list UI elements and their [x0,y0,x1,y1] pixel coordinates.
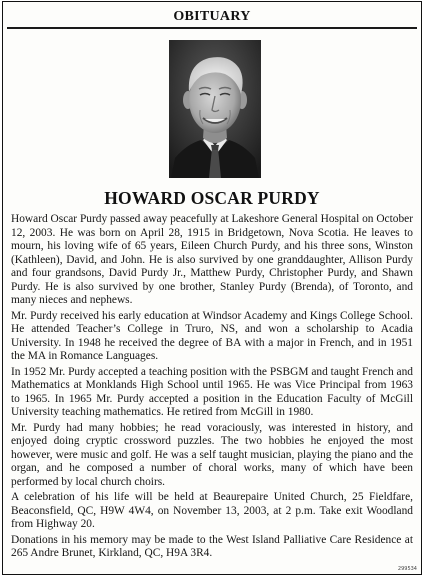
portrait-photo [169,40,261,178]
heading-rule [7,27,417,29]
paragraph-biography: Howard Oscar Purdy passed away peacefully at Lakeshore General Hospital on October 12, 2003. He was born on April 28, 1915 in Bridgetown, Nova Scotia. He leaves to mourn, his loving wife of 65 years, Eileen Church Purdy, and his three sons, Winston (Kathleen), David, and John. He is also survived by one granddaughter, Allison Purdy and four grandsons, David Purdy Jr., Matthew Purdy, Christopher Purdy, and Shawn Purdy. He is also survived by one brother, Stanley Purdy (Brenda), of Toronto, and many nieces and nephews. [11,213,414,306]
clipping-code: 299534 [397,566,417,572]
paragraph-education: Mr. Purdy received his early education at Windsor Academy and Kings College School. He attended Teacher’s College in Truro, NS, and won a scholarship to Acadia University. In 1948 he received the degree of BA with a major in French, and in 1951 the MA in Romance Languages. [11,309,413,362]
paragraph-career: In 1952 Mr. Purdy accepted a teaching position with the PSBGM and taught French and Mathematics at Monklands High School until 1965. He was Vice Principal from 1963 to 1965. In 1965 Mr. Purdy accepted a position in the Education Faculty of McGill University teaching mathematics. He retired from McGill in 1980. [11,365,413,418]
deceased-name: HOWARD OSCAR PURDY [104,188,320,208]
obituary-body [11,213,413,563]
paragraph-hobbies: Mr. Purdy had many hobbies; he read voraciously, was interested in history, and enjoyed doing cryptic crossword puzzles. The two hobbies he enjoyed the most however, were music and golf. He was a self taught musician, playing the piano and the organ, and he composed a number of choral works, many of which have been performed by local church choirs. [11,421,413,488]
section-heading: OBITUARY [173,9,251,24]
paragraph-celebration: A celebration of his life will be held at Beaurepaire United Church, 25 Fieldfare, Beaconsfield, QC, H9W 4W4, on November 13, 2003, at 2 p.m. Take exit Woodland from Highway 20. [11,491,413,530]
paragraph-donations: Donations in his memory may be made to the West Island Palliative Care Residence at 265 Andre Brunet, Kirkland, QC, H9A 3R4. [11,533,413,559]
obituary-clipping [2,1,422,575]
